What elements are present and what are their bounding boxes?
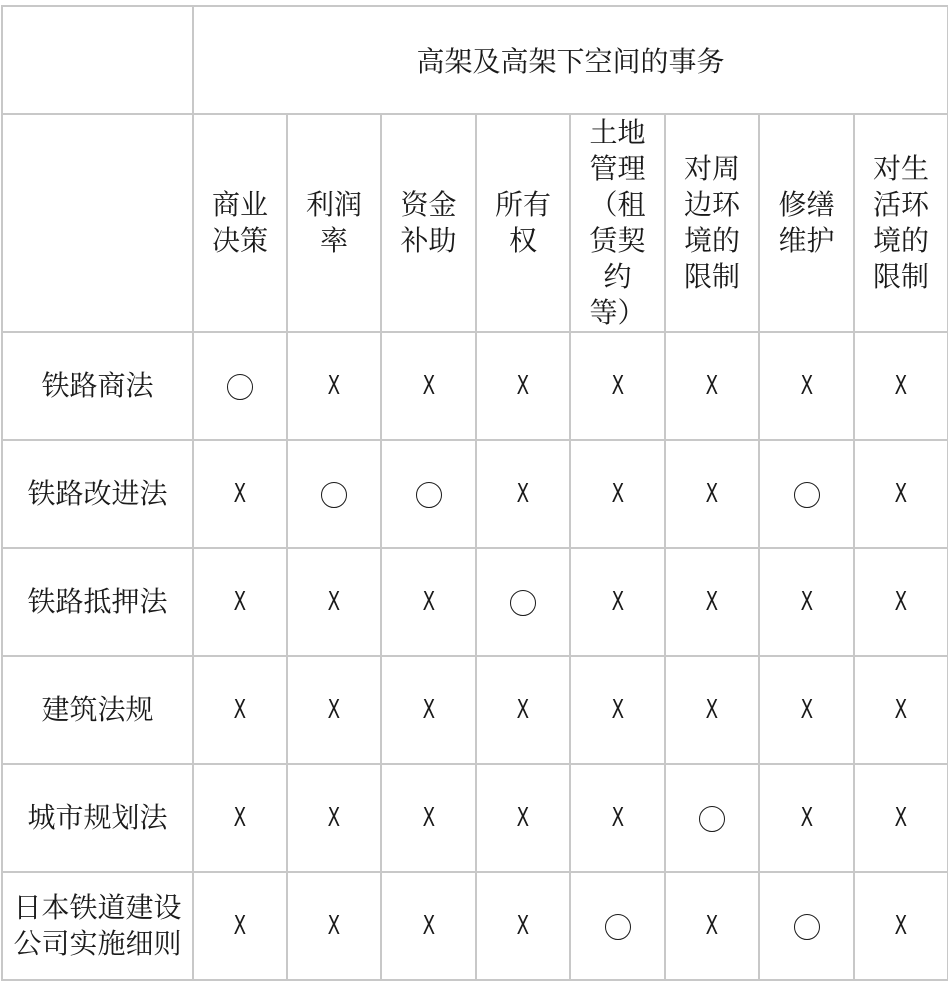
cross-mark: X — [894, 911, 908, 941]
mark-cell — [665, 656, 759, 764]
cross-mark: X — [233, 587, 247, 617]
mark-cell — [193, 764, 287, 872]
row-label-cell — [2, 548, 193, 656]
mark-cell — [381, 332, 476, 440]
mark-cell — [381, 764, 476, 872]
cross-mark: X — [327, 587, 341, 617]
mark-cell — [381, 656, 476, 764]
mark-cell — [570, 764, 665, 872]
title-row — [2, 6, 948, 114]
cross-mark: X — [327, 911, 341, 941]
cross-mark: X — [894, 695, 908, 725]
mark-cell — [854, 548, 948, 656]
corner-cell — [2, 6, 193, 114]
column-header — [287, 114, 381, 332]
mark-cell — [665, 332, 759, 440]
mark-cell — [759, 332, 854, 440]
cross-mark: X — [894, 479, 908, 509]
cross-mark: X — [516, 803, 530, 833]
row-label: 铁路改进法 — [27, 477, 168, 510]
mark-cell — [476, 764, 570, 872]
mark-cell — [759, 440, 854, 548]
mark-cell — [476, 872, 570, 980]
cross-mark: X — [422, 371, 435, 401]
mark-cell — [570, 656, 665, 764]
mark-cell — [287, 332, 381, 440]
mark-cell — [665, 440, 759, 548]
cross-mark: X — [800, 371, 813, 401]
column-header — [759, 114, 854, 332]
column-header-label: 资金补助 — [400, 188, 457, 257]
table-title: 高架及高架下空间的事务 — [193, 6, 948, 114]
circle-mark-icon — [416, 482, 442, 508]
cross-mark: X — [233, 803, 247, 833]
cross-mark: X — [233, 695, 247, 725]
column-header — [854, 114, 948, 332]
corner-cell-header — [2, 114, 193, 332]
mark-cell — [287, 872, 381, 980]
column-header-label: 对生活环境的限制 — [872, 152, 929, 293]
table-row — [2, 548, 948, 656]
cross-mark: X — [516, 695, 530, 725]
row-label-cell — [2, 764, 193, 872]
cross-mark: X — [327, 803, 341, 833]
mark-cell — [854, 332, 948, 440]
mark-cell — [570, 872, 665, 980]
mark-cell — [476, 656, 570, 764]
mark-cell — [287, 656, 381, 764]
cross-mark: X — [611, 479, 624, 509]
cross-mark: X — [705, 911, 719, 941]
column-header-label: 商业决策 — [211, 188, 268, 257]
regulation-matrix-table — [1, 5, 948, 981]
table-row — [2, 656, 948, 764]
mark-cell — [759, 764, 854, 872]
mark-cell — [381, 440, 476, 548]
cross-mark: X — [611, 587, 624, 617]
mark-cell — [193, 872, 287, 980]
mark-cell — [854, 440, 948, 548]
mark-cell — [193, 548, 287, 656]
cross-mark: X — [516, 479, 530, 509]
mark-cell — [570, 332, 665, 440]
row-label-cell — [2, 656, 193, 764]
table-row — [2, 332, 948, 440]
mark-cell — [854, 656, 948, 764]
cross-mark: X — [611, 371, 624, 401]
column-header-label: 利润率 — [305, 188, 362, 257]
cross-mark: X — [422, 695, 435, 725]
table-row — [2, 872, 948, 980]
mark-cell — [665, 872, 759, 980]
cross-mark: X — [233, 911, 247, 941]
column-header — [665, 114, 759, 332]
cross-mark: X — [422, 587, 435, 617]
column-header — [570, 114, 665, 332]
cross-mark: X — [705, 371, 719, 401]
column-header-row — [2, 114, 948, 332]
mark-cell — [759, 872, 854, 980]
column-header — [381, 114, 476, 332]
cross-mark: X — [705, 587, 719, 617]
circle-mark-icon — [321, 482, 347, 508]
cross-mark: X — [422, 803, 435, 833]
circle-mark-icon — [699, 806, 725, 832]
mark-cell — [381, 872, 476, 980]
mark-cell — [476, 548, 570, 656]
cross-mark: X — [611, 695, 624, 725]
cross-mark: X — [800, 695, 813, 725]
cross-mark: X — [611, 803, 624, 833]
mark-cell — [759, 656, 854, 764]
mark-cell — [287, 548, 381, 656]
circle-mark-icon — [510, 590, 536, 616]
cross-mark: X — [894, 587, 908, 617]
row-label: 城市规划法 — [27, 801, 168, 834]
mark-cell — [759, 548, 854, 656]
cross-mark: X — [800, 587, 813, 617]
circle-mark-icon — [794, 914, 820, 940]
row-label-cell — [2, 332, 193, 440]
cross-mark: X — [327, 371, 341, 401]
mark-cell — [193, 656, 287, 764]
row-label: 日本铁道建设公司实施细则 — [13, 891, 182, 960]
row-label: 建筑法规 — [41, 693, 154, 726]
mark-cell — [381, 548, 476, 656]
mark-cell — [854, 764, 948, 872]
mark-cell — [193, 440, 287, 548]
column-header-label: 土地管理（租赁契约等） — [589, 116, 646, 329]
circle-mark-icon — [794, 482, 820, 508]
mark-cell — [476, 332, 570, 440]
mark-cell — [287, 440, 381, 548]
cross-mark: X — [516, 911, 530, 941]
mark-cell — [665, 764, 759, 872]
row-label-cell — [2, 440, 193, 548]
mark-cell — [193, 332, 287, 440]
column-header-label: 所有权 — [494, 188, 551, 257]
cross-mark: X — [894, 371, 908, 401]
row-label-cell — [2, 872, 193, 980]
column-header-label: 修缮维护 — [778, 188, 835, 257]
column-header — [476, 114, 570, 332]
cross-mark: X — [233, 479, 247, 509]
row-label: 铁路商法 — [41, 369, 154, 402]
table-row — [2, 764, 948, 872]
mark-cell — [854, 872, 948, 980]
circle-mark-icon — [227, 374, 253, 400]
cross-mark: X — [705, 479, 719, 509]
mark-cell — [476, 440, 570, 548]
column-header-label: 对周边环境的限制 — [683, 152, 740, 293]
mark-cell — [665, 548, 759, 656]
cross-mark: X — [894, 803, 908, 833]
mark-cell — [287, 764, 381, 872]
table-row — [2, 440, 948, 548]
mark-cell — [570, 440, 665, 548]
circle-mark-icon — [605, 914, 631, 940]
cross-mark: X — [705, 695, 719, 725]
cross-mark: X — [327, 695, 341, 725]
cross-mark: X — [800, 803, 813, 833]
column-header — [193, 114, 287, 332]
cross-mark: X — [422, 911, 435, 941]
row-label: 铁路抵押法 — [27, 585, 168, 618]
cross-mark: X — [516, 371, 530, 401]
mark-cell — [570, 548, 665, 656]
